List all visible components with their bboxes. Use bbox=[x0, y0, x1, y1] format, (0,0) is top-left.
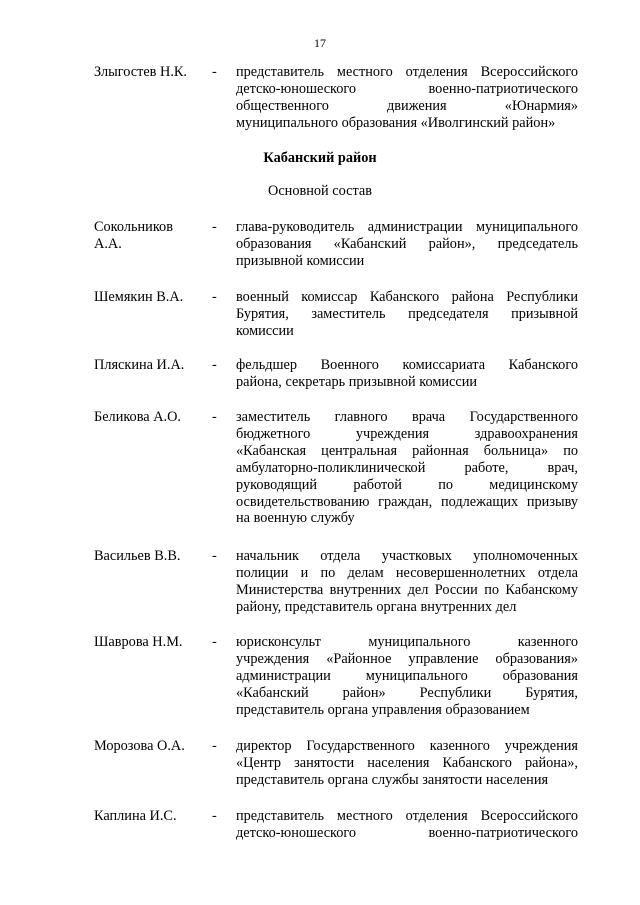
member-role bbox=[236, 64, 578, 132]
member-name-line: Шемякин В.А. bbox=[94, 289, 184, 305]
member-role-line: муниципального образования «Иволгинский район» bbox=[236, 114, 556, 131]
member-role-line: глава-руководитель администрации муниципального bbox=[236, 219, 578, 235]
member-name-line: Васильев В.В. bbox=[94, 548, 181, 564]
member-role-line: Министерства внутренних дел России по Кабанскому bbox=[236, 581, 578, 598]
member-role-line: «Кабанский район» Республики Бурятия, bbox=[236, 684, 578, 701]
dash-separator: - bbox=[212, 738, 217, 754]
member-role-line: детско-юношеского военно-патриотического bbox=[236, 80, 578, 97]
member-name bbox=[94, 808, 204, 825]
member-role-line: комиссии bbox=[236, 322, 294, 339]
member-role-line: амбулаторно-поликлинической работе, врач, bbox=[236, 459, 578, 476]
dash-separator: - bbox=[212, 219, 217, 235]
member-role-line: бюджетного учреждения здравоохранения bbox=[236, 425, 578, 442]
member-role-line: Бурятия, заместитель председателя призывной bbox=[236, 305, 578, 322]
member-role bbox=[236, 738, 578, 789]
member-role-line: учреждения «Районное управление образования» bbox=[236, 650, 578, 667]
member-role bbox=[236, 219, 578, 270]
member-role-line: директор Государственного казенного учреждения bbox=[236, 738, 578, 754]
member-name-line: Беликова А.О. bbox=[94, 409, 181, 425]
member-role-line: администрации муниципального образования bbox=[236, 667, 578, 684]
member-role-line: полиции и по делам несовершеннолетних отдела bbox=[236, 564, 578, 581]
member-role-line: освидетельствованию граждан, подлежащих призыву bbox=[236, 493, 578, 510]
dash-separator: - bbox=[212, 548, 217, 564]
member-role-line: фельдшер Военного комиссариата Кабанского bbox=[236, 357, 578, 373]
member-role-line: представитель органа службы занятости населения bbox=[236, 771, 549, 788]
member-name-line: Морозова О.А. bbox=[94, 738, 185, 754]
dash-separator: - bbox=[212, 357, 217, 373]
member-role-line: району, представитель органа внутренних дел bbox=[236, 598, 517, 615]
district-heading: Кабанский район bbox=[263, 150, 377, 166]
member-name bbox=[94, 219, 204, 253]
member-role-line: юрисконсульт муниципального казенного bbox=[236, 634, 578, 650]
member-name bbox=[94, 548, 204, 565]
member-name bbox=[94, 357, 204, 374]
member-role-line: района, секретарь призывной комиссии bbox=[236, 373, 478, 390]
composition-heading: Основной состав bbox=[268, 183, 372, 199]
member-role-line: детско-юношеского военно-патриотического bbox=[236, 824, 578, 841]
member-name-line: Сокольников bbox=[94, 219, 173, 235]
member-role-line: «Кабанская центральная районная больница» по bbox=[236, 442, 578, 459]
member-role bbox=[236, 808, 578, 842]
member-name bbox=[94, 738, 204, 755]
dash-separator: - bbox=[212, 808, 217, 824]
member-name bbox=[94, 409, 204, 426]
member-role-line: на военную службу bbox=[236, 510, 355, 527]
member-name-line: Каплина И.С. bbox=[94, 808, 177, 824]
member-name-line: А.А. bbox=[94, 235, 122, 252]
member-name bbox=[94, 289, 204, 306]
member-role-line: начальник отдела участковых уполномоченных bbox=[236, 548, 578, 564]
member-name-line: Злыгостев Н.К. bbox=[94, 64, 187, 80]
dash-separator: - bbox=[212, 409, 217, 425]
member-role bbox=[236, 548, 578, 616]
member-role bbox=[236, 357, 578, 391]
dash-separator: - bbox=[212, 64, 217, 80]
member-name bbox=[94, 634, 204, 651]
dash-separator: - bbox=[212, 289, 217, 305]
member-role-line: заместитель главного врача Государственного bbox=[236, 409, 578, 425]
member-role-line: руководящий работой по медицинскому bbox=[236, 476, 578, 493]
dash-separator: - bbox=[212, 634, 217, 650]
page-number: 17 bbox=[314, 36, 326, 50]
member-role-line: военный комиссар Кабанского района Республики bbox=[236, 289, 578, 305]
member-role bbox=[236, 634, 578, 719]
member-name-line: Шаврова Н.М. bbox=[94, 634, 183, 650]
member-role-line: представитель органа управления образованием bbox=[236, 701, 530, 718]
member-role bbox=[236, 289, 578, 340]
member-name-line: Пляскина И.А. bbox=[94, 357, 185, 373]
member-role-line: общественного движения «Юнармия» bbox=[236, 97, 578, 114]
member-role-line: представитель местного отделения Всероссийского bbox=[236, 808, 578, 824]
member-role-line: образования «Кабанский район», председатель bbox=[236, 235, 578, 252]
member-role-line: призывной комиссии bbox=[236, 252, 365, 269]
member-role bbox=[236, 409, 578, 527]
member-role-line: представитель местного отделения Всероссийского bbox=[236, 64, 578, 80]
member-role-line: «Центр занятости населения Кабанского района», bbox=[236, 754, 578, 771]
member-name bbox=[94, 64, 204, 81]
